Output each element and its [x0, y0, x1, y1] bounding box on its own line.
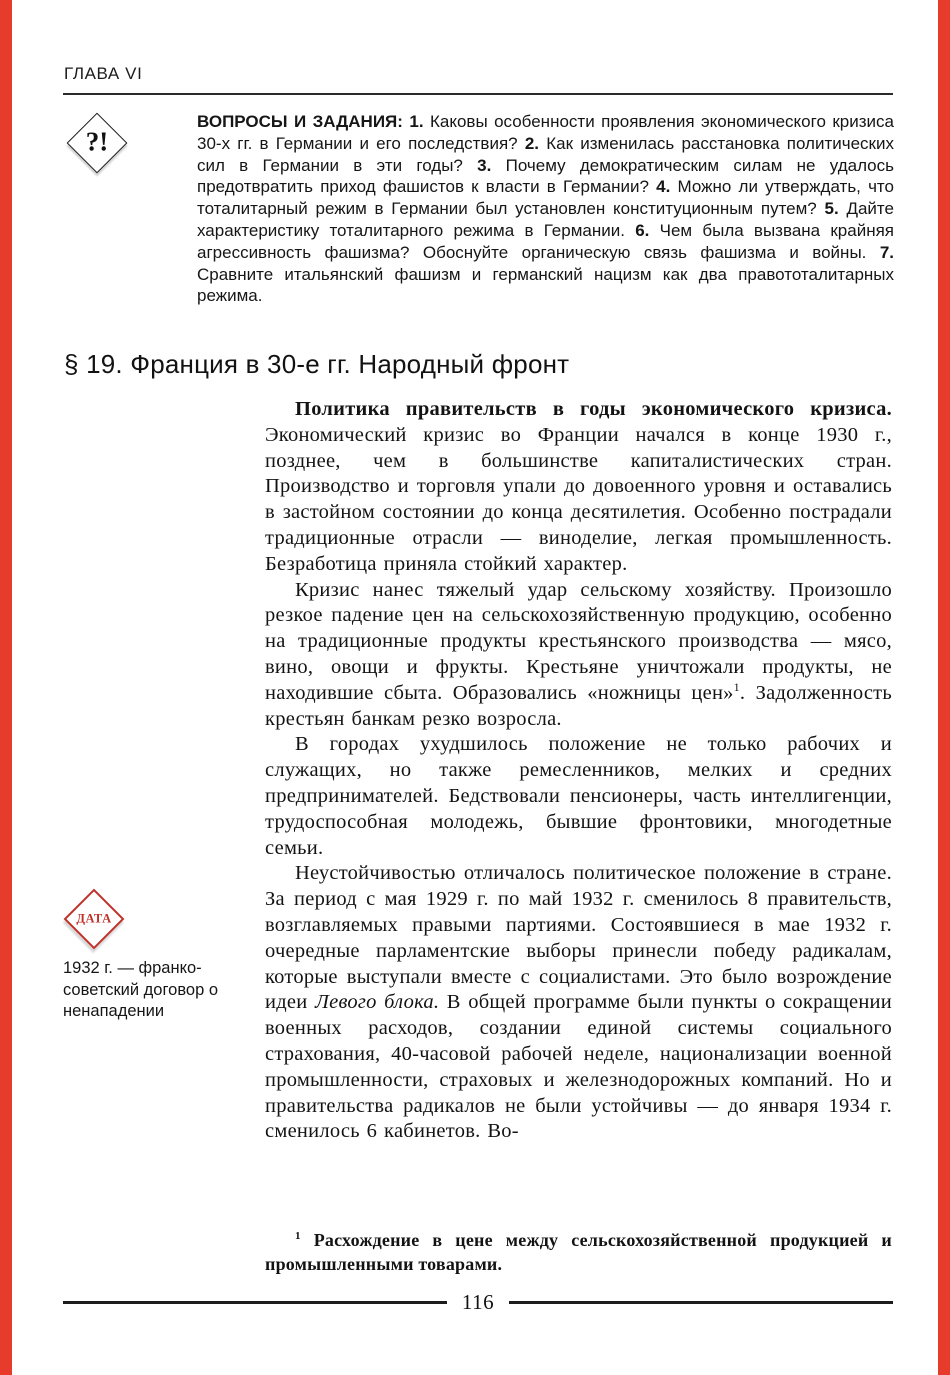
paragraph-text: Неустойчивостью отличалось политическое положение в стране. За период с мая 1929 г. по май 1932 г. сменилось 8 правительств, возглавляемых правыми партиями. Состоявшиеся в мае 1932 г. очередные парламентские выборы принесли победу радикалам, которые выступали вместе с социалистами. Это было возрождение идеи [265, 862, 892, 1014]
question-text: Чем была вызвана крайняя агрессивность фашизма? Обоснуйте органическую связь фашизма и войны. [197, 220, 894, 262]
paragraph-text: Кризис нанес тяжелый удар сельскому хозяйству. Произошло резкое падение цен на сельскохозяйственную продукцию, особенно на традиционные продукты крестьянского производства — мясо, вино, овощи и фрукты. Крестьяне уничтожали продукты, не находившие сбыта. Образовались «ножницы цен» [265, 578, 892, 704]
paragraph-text: В городах ухудшилось положение не только рабочих и служащих, но также ремесленников, мелких и средних предпринимателей. Бедствовали пенсионеры, часть интеллигенции, трудоспособная молодежь, бывшие фронтовики, многодетные семьи. [265, 733, 892, 859]
questions-icon-glyph: ?! [85, 126, 109, 157]
paragraph-text: . Задолженность крестьян банкам резко возросла. [265, 681, 892, 730]
chapter-header: ГЛАВА VI [64, 64, 143, 83]
question-number: 5. [824, 199, 839, 219]
question-number: 4. [656, 177, 671, 197]
date-icon-label: ДАТА [76, 911, 112, 926]
questions-icon [66, 112, 128, 174]
paragraph [265, 861, 892, 1145]
footnote [265, 1228, 892, 1276]
questions-block [197, 111, 894, 307]
page-footer [63, 1290, 893, 1315]
question-number: 2. [524, 133, 540, 153]
header-rule [63, 93, 893, 95]
questions-heading: ВОПРОСЫ И ЗАДАНИЯ: [197, 112, 403, 131]
question-number: 6. [635, 220, 650, 240]
question-number: 7. [879, 242, 894, 262]
page-number: 116 [461, 1290, 495, 1314]
paragraph [265, 578, 892, 733]
paragraph-lead: Политика правительств в годы экономического кризиса. [295, 398, 892, 420]
section-title: § 19. Франция в 30-е гг. Народный фронт [64, 349, 570, 379]
question-text: Дайте характеристику тоталитарного режима в Германии. [197, 199, 894, 240]
footer-rule-right [509, 1301, 893, 1304]
question-number: 1. [409, 112, 424, 131]
question-text: Почему демократическим силам не удалось предотвратить приход фашистов к власти в Германии? [197, 155, 894, 197]
body-text [265, 397, 892, 1145]
paragraph [265, 397, 892, 578]
question-text: Сравните итальянский фашизм и германский нацизм как два правототалитарных режима. [197, 264, 894, 306]
paragraph [265, 732, 892, 861]
question-text: Как изменилась расстановка политических сил в Германии в эти годы? [197, 133, 894, 175]
right-margin-bar [938, 0, 950, 1375]
left-margin-bar [0, 0, 12, 1375]
question-text: Каковы особенности проявления экономического кризиса 30-х гг. в Германии и его последствия? [197, 112, 894, 153]
footnote-text: Расхождение в цене между сельскохозяйственной продукцией и промышленными товарами. [265, 1230, 892, 1274]
question-text: Можно ли утверждать, что тоталитарный режим в Германии был установлен конституционным путем? [197, 177, 894, 219]
date-icon [63, 888, 125, 950]
emphasis-text: Левого блока. [314, 991, 440, 1014]
paragraph-text: Экономический кризис во Франции начался в конце 1930 г., позднее, чем в большинстве капиталистических стран. Производство и торговля упали до довоенного уровня и оставались в застойном состоянии до конца десятилетия. Особенно пострадали традиционные отрасли — виноделие, легкая промышленность. Безработица приняла стойкий характер. [265, 423, 892, 575]
margin-note: 1932 г. — франко-советский договор о ненападении [63, 959, 219, 1020]
footer-rule-left [63, 1301, 447, 1304]
question-number: 3. [477, 155, 492, 175]
paragraph-text: В общей программе были пункты о сокращении военных расходов, создании единой системы социального страхования, 40-часовой рабочей неделе, национализации военной промышленности, страховых и железнодорожных компаний. Но и правительства радикалов не были устойчивы — до января 1934 г. сменилось 6 кабинетов. Во- [265, 991, 892, 1143]
footnote-marker: 1 [295, 1230, 301, 1242]
footnote-reference: 1 [733, 679, 740, 694]
